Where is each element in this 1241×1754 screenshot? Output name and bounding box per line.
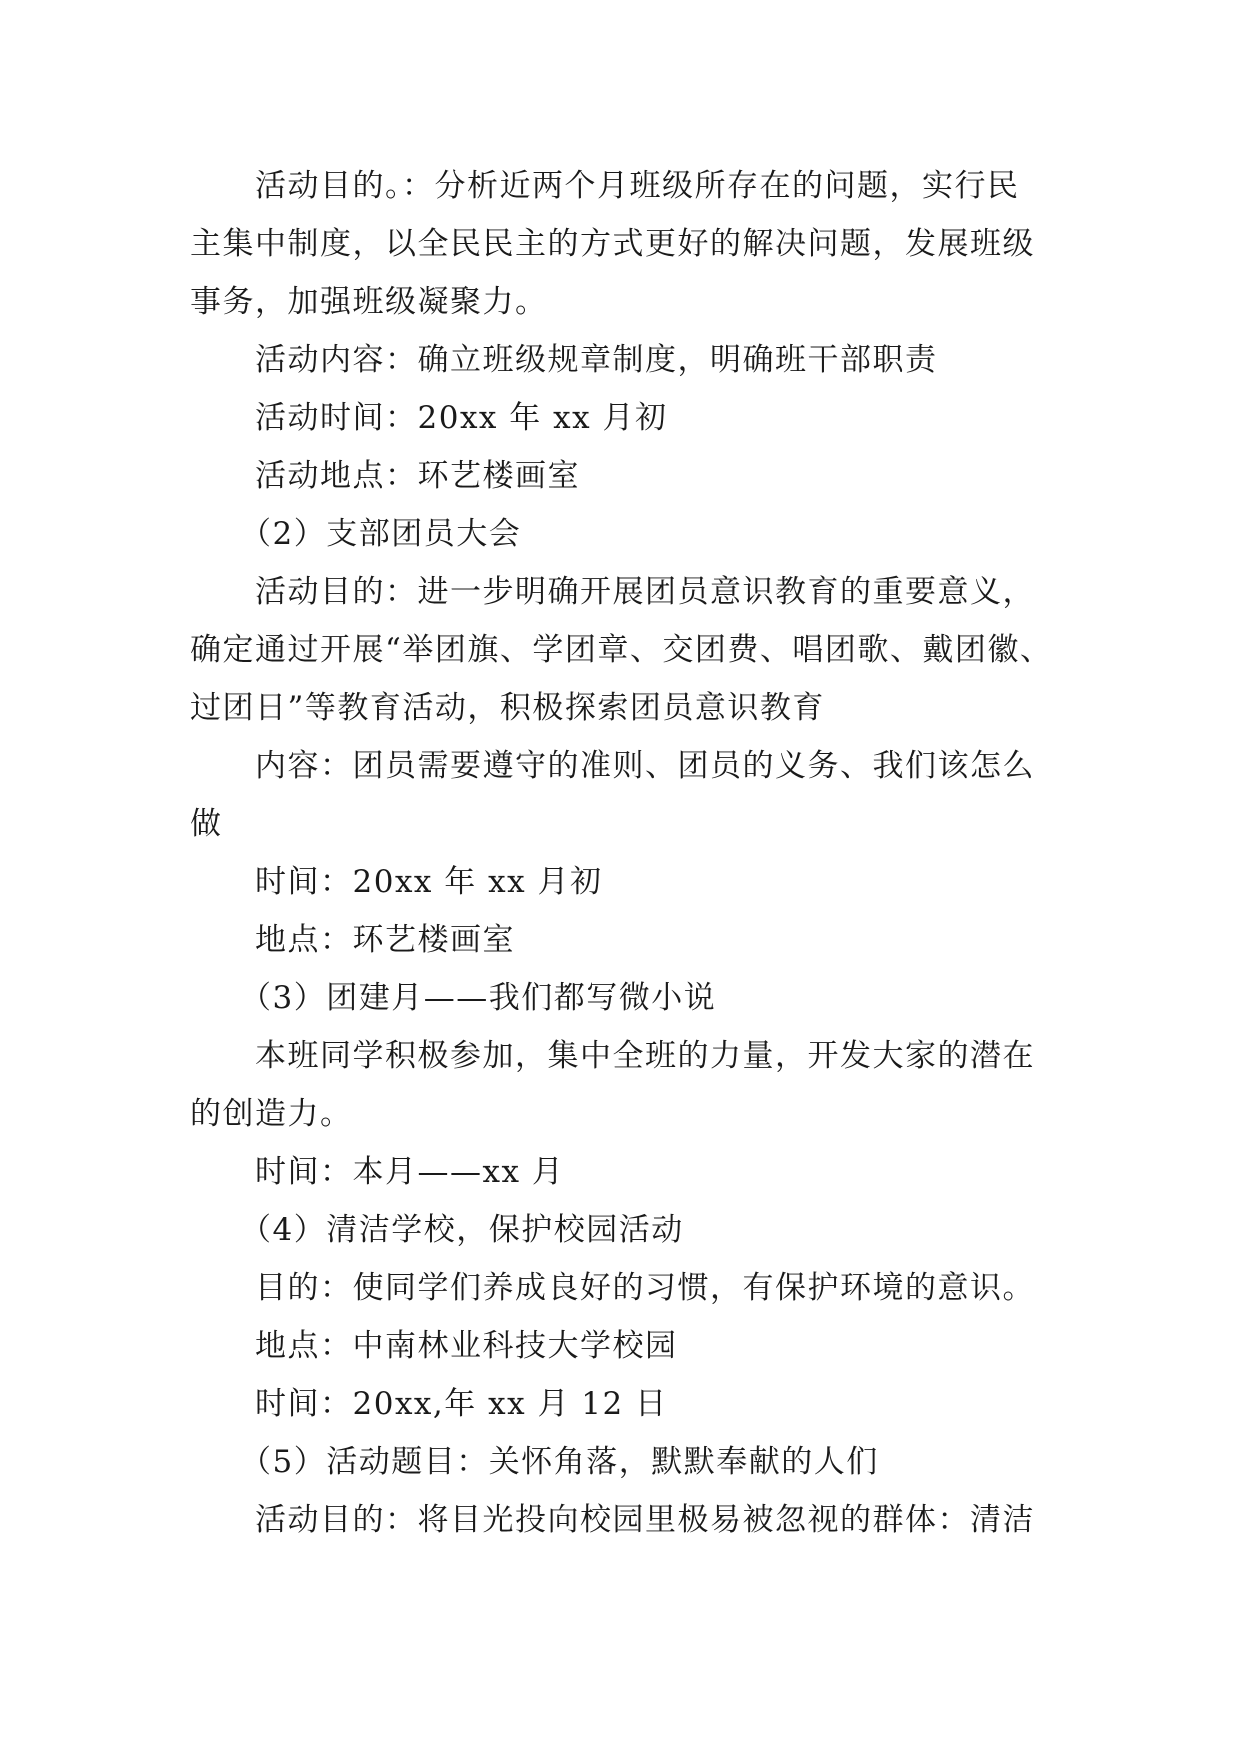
paragraph-line: 时间：本月——xx 月 bbox=[255, 1154, 565, 1190]
paragraph-line: 过团日”等教育活动，积极探索团员意识教育 bbox=[190, 690, 825, 726]
paragraph-line: 地点：环艺楼画室 bbox=[255, 922, 515, 958]
paragraph-line: 主集中制度，以全民民主的方式更好的解决问题，发展班级 bbox=[190, 226, 1035, 262]
paragraph-line: 本班同学积极参加，集中全班的力量，开发大家的潜在 bbox=[255, 1038, 1035, 1074]
paragraph-line: 活动时间：20xx 年 xx 月初 bbox=[255, 400, 668, 436]
paragraph-line: 活动目的：将目光投向校园里极易被忽视的群体：清洁 bbox=[255, 1502, 1035, 1538]
paragraph-line: 时间：20xx 年 xx 月初 bbox=[255, 864, 603, 900]
paragraph-line: 活动目的。：分析近两个月班级所存在的问题，实行民 bbox=[255, 168, 1020, 204]
paragraph-line: 时间：20xx,年 xx 月 12 日 bbox=[255, 1386, 668, 1422]
paragraph-line: 内容：团员需要遵守的准则、团员的义务、我们该怎么 bbox=[255, 748, 1035, 784]
paragraph-line: 目的：使同学们养成良好的习惯，有保护环境的意识。 bbox=[255, 1270, 1035, 1306]
paragraph-line: 做 bbox=[190, 806, 223, 842]
paragraph-line: 地点：中南林业科技大学校园 bbox=[255, 1328, 678, 1364]
paragraph-line: 的创造力。 bbox=[190, 1096, 353, 1132]
section-heading: （5）活动题目：关怀角落，默默奉献的人们 bbox=[240, 1444, 879, 1480]
paragraph-line: 活动内容：确立班级规章制度，明确班干部职责 bbox=[255, 342, 938, 378]
section-heading: （2）支部团员大会 bbox=[240, 516, 522, 552]
section-heading: （4）清洁学校，保护校园活动 bbox=[240, 1212, 684, 1248]
paragraph-line: 活动地点：环艺楼画室 bbox=[255, 458, 580, 494]
paragraph-line: 确定通过开展“举团旗、学团章、交团费、唱团歌、戴团徽、 bbox=[190, 632, 1053, 668]
document-body bbox=[190, 157, 1070, 1549]
paragraph-line: 事务，加强班级凝聚力。 bbox=[190, 284, 548, 320]
paragraph-line: 活动目的：进一步明确开展团员意识教育的重要意义， bbox=[255, 574, 1035, 610]
section-heading: （3）团建月——我们都写微小说 bbox=[240, 980, 717, 1016]
